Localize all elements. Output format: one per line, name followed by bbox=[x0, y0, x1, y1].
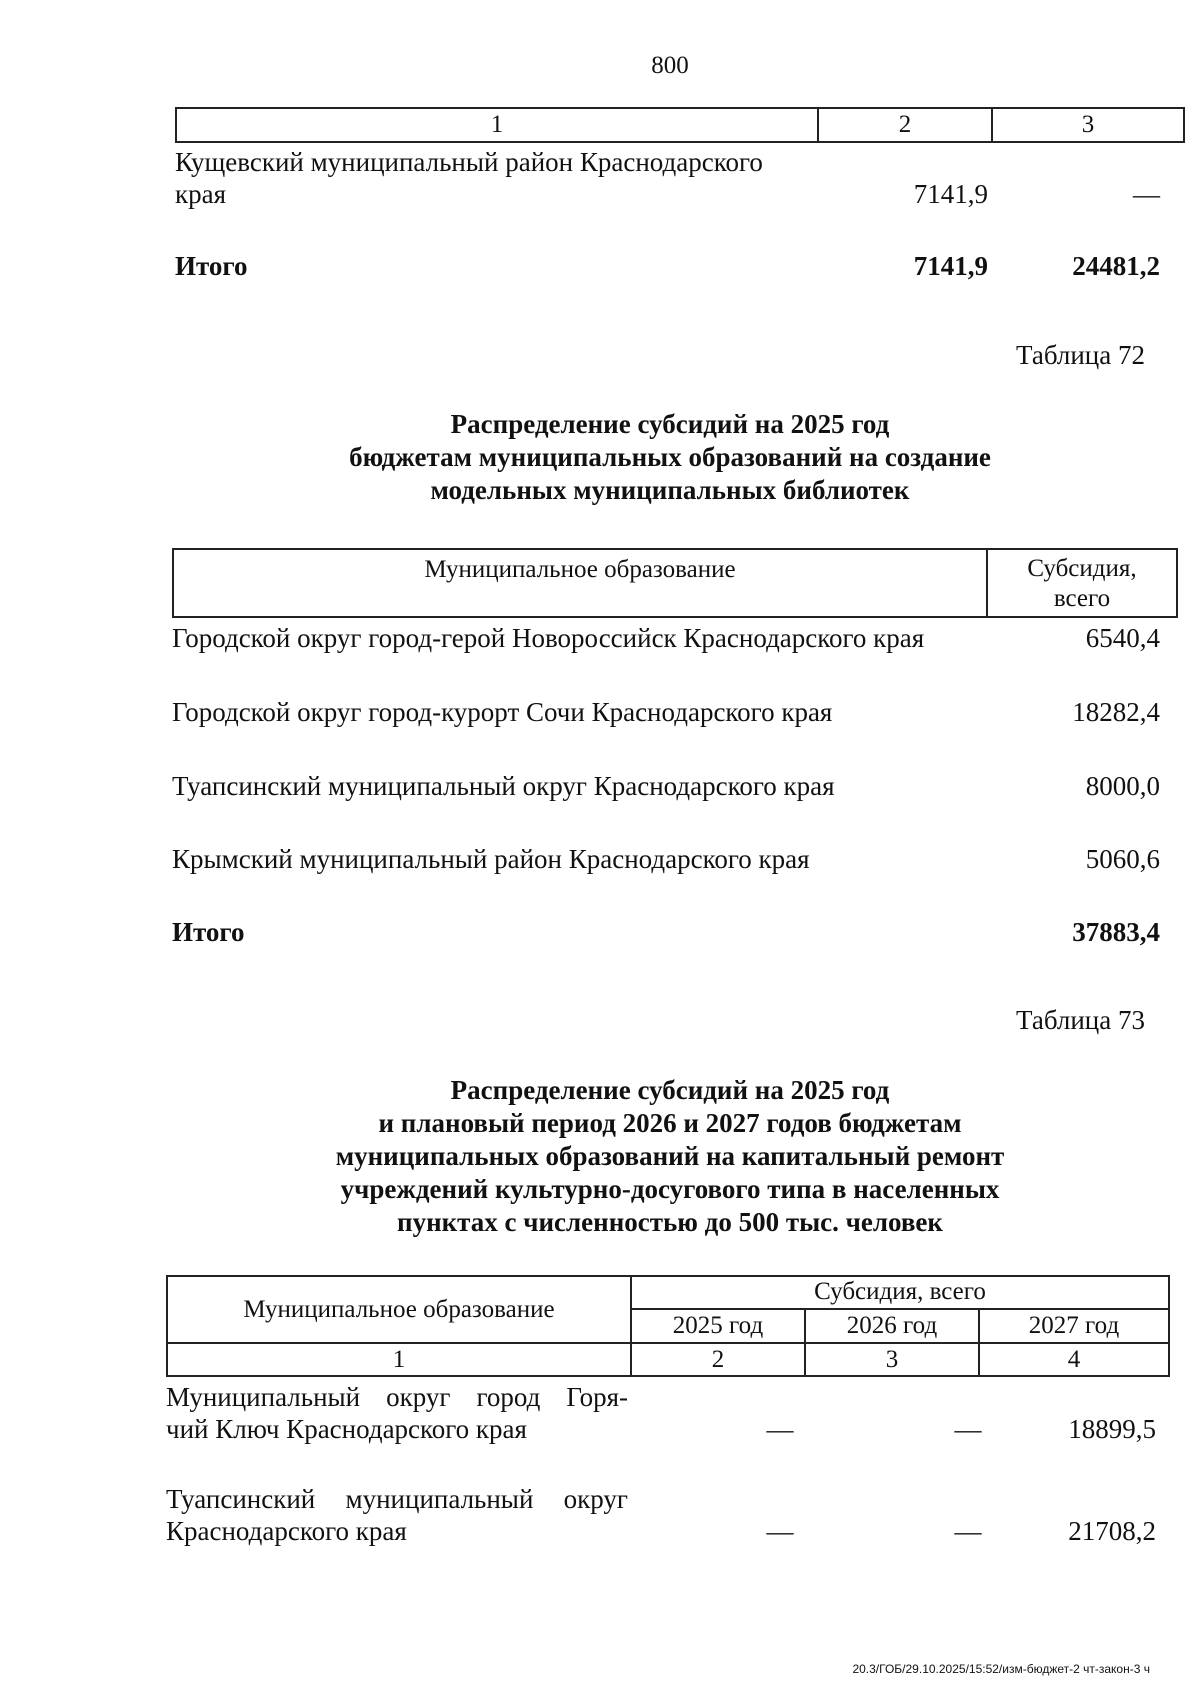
t73-header-year: 2025 год bbox=[631, 1309, 805, 1344]
t71-total-value-2: 24481,2 bbox=[1072, 251, 1160, 281]
t73-row-value: 21708,2 bbox=[1068, 1516, 1156, 1546]
t72-row-value: 5060,6 bbox=[1085, 844, 1160, 874]
t72-header bbox=[172, 548, 1178, 618]
t72-row-value: 18282,4 bbox=[1072, 697, 1160, 727]
t72-row-name: Городской округ город-курорт Сочи Краснодарского края bbox=[172, 697, 833, 727]
t73-header-year: 2027 год bbox=[979, 1309, 1169, 1344]
t72-title: Распределение субсидий на 2025 год бюджетам муниципальных образований на создание модельных муниципальных библиотек bbox=[349, 409, 991, 505]
t73-row-name: Туапсинский муниципальный округ Краснодарского края bbox=[166, 1484, 628, 1546]
t72-caption: Таблица 72 bbox=[1016, 340, 1145, 370]
t73-col-number: 4 bbox=[979, 1343, 1169, 1376]
t71-col-number: 3 bbox=[992, 108, 1184, 142]
t73-header bbox=[166, 1275, 1170, 1377]
t73-title: Распределение субсидий на 2025 год и плановый период 2026 и 2027 годов бюджетам муниципальных образований на капитальный ремонт учреждений культурно-досугового типа в населенных пунктах с численностью до 500 тыс. человек bbox=[335, 1075, 1005, 1237]
t73-row-value: — bbox=[954, 1516, 982, 1546]
t73-header-col1: Муниципальное образование bbox=[167, 1276, 631, 1343]
t73-caption: Таблица 73 bbox=[1016, 1005, 1145, 1035]
t71-row-value-1: 7141,9 bbox=[913, 179, 988, 209]
t72-header-col1: Муниципальное образование bbox=[173, 549, 987, 617]
t72-row-value: 6540,4 bbox=[1085, 623, 1160, 653]
t71-col-number: 1 bbox=[176, 108, 818, 142]
footer-reference: 20.3/ГОБ/29.10.2025/15:52/изм-бюджет-2 чт-закон-3 ч bbox=[852, 1662, 1150, 1676]
t71-row-name: Кущевский муниципальный район Краснодарского края bbox=[175, 147, 763, 209]
t73-row-name: Муниципальный округ город Горя- чий Ключ Краснодарского края bbox=[166, 1382, 628, 1444]
t72-total-label: Итого bbox=[172, 917, 245, 947]
t73-header-year: 2026 год bbox=[805, 1309, 979, 1344]
t73-col-number: 1 bbox=[167, 1343, 631, 1376]
t73-row-value: 18899,5 bbox=[1068, 1414, 1156, 1444]
t73-row-value: — bbox=[766, 1516, 794, 1546]
t71-total-value-1: 7141,9 bbox=[913, 251, 988, 281]
t73-col-number: 3 bbox=[805, 1343, 979, 1376]
t71-row-value-2: — bbox=[1133, 179, 1160, 209]
t73-header-group: Субсидия, всего bbox=[631, 1276, 1169, 1309]
t71-total-label: Итого bbox=[175, 251, 248, 281]
t72-row-value: 8000,0 bbox=[1085, 771, 1160, 801]
t72-header-col2: Субсидия, всего bbox=[987, 549, 1177, 617]
t73-row-value: — bbox=[954, 1414, 982, 1444]
t72-row-name: Городской округ город-герой Новороссийск Краснодарского края bbox=[172, 623, 925, 653]
t72-row-name: Крымский муниципальный район Краснодарского края bbox=[172, 844, 810, 874]
t71-col-number: 2 bbox=[818, 108, 992, 142]
page-number: 800 bbox=[651, 52, 689, 79]
t73-row-value: — bbox=[766, 1414, 794, 1444]
t73-col-number: 2 bbox=[631, 1343, 805, 1376]
t71-column-number-row bbox=[175, 107, 1185, 143]
t72-row-name: Туапсинский муниципальный округ Краснодарского края bbox=[172, 771, 835, 801]
t72-total-value: 37883,4 bbox=[1072, 917, 1160, 947]
